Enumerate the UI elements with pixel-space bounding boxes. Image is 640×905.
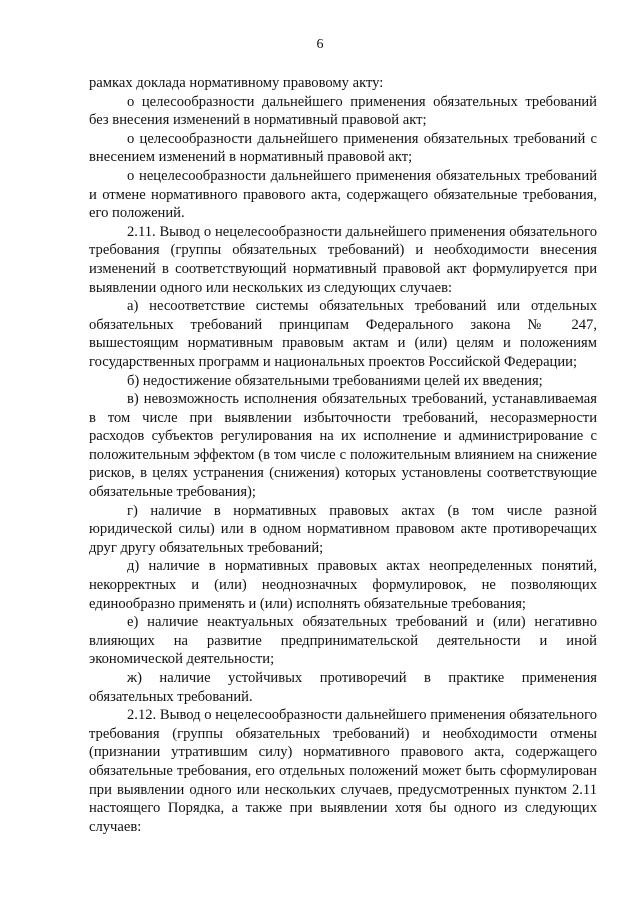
list-item-d: д) наличие в нормативных правовых актах неопределенных понятий, некорректных и (или) неоднозначных формулировок, не позволяющих единообразно применять и (или) исполнять обязательные требования; bbox=[89, 558, 597, 612]
document-body bbox=[89, 74, 597, 836]
paragraph-option-with-changes: о целесообразности дальнейшего применения обязательных требований с внесением изменений в нормативный правовой акт; bbox=[89, 130, 597, 166]
paragraph-2-11: 2.11. Вывод о нецелесообразности дальнейшего применения обязательного требования (группы обязательных требований) и необходимости внесения изменений в соответствующий нормативный правовой акт формулируется при выявлении одного или нескольких из следующих случаев: bbox=[89, 223, 597, 296]
list-item-a: а) несоответствие системы обязательных требований или отдельных обязательных требований принципам Федерального закона № 247, вышестоящим нормативным правовым актам и (или) целям и положениям государственных программ и национальных проектов Российской Федерации; bbox=[89, 298, 597, 370]
list-item-b: б) недостижение обязательными требованиями целей их введения; bbox=[127, 372, 543, 389]
list-item-g: г) наличие в нормативных правовых актах (в том числе разной юридической силы) или в одном нормативном правовом акте противоречащих друг другу обязательных требований; bbox=[89, 502, 597, 556]
list-item-v: в) невозможность исполнения обязательных требований, устанавливаемая в том числе при выявлении избыточности требований, несоразмерности расходов субъектов регулирования на их исполнение и администрирование с положительным эффектом (в том числе с положительным влиянием на снижение рисков, в целях устранения (снижения) которых установлены соответствующие обязательные требования); bbox=[89, 391, 597, 501]
paragraph-continuation: рамках доклада нормативному правовому акту: bbox=[89, 75, 384, 91]
paragraph-option-repeal: о нецелесообразности дальнейшего применения обязательных требований и отмене нормативного правового акта, содержащего обязательные требования, его положений. bbox=[89, 167, 597, 222]
paragraph-2-12: 2.12. Вывод о нецелесообразности дальнейшего применения обязательного требования (группы обязательных требований) и необходимости отмены (признании утратившим силу) нормативного правового акта, содержащего обязательные требования, его отдельных положений может быть сформулирован при выявлении одного или нескольких случаев, предусмотренных пунктом 2.11 настоящего Порядка, а также при выявлении хотя бы одного из следующих случаев: bbox=[89, 707, 597, 835]
list-item-zh: ж) наличие устойчивых противоречий в практике применения обязательных требований. bbox=[89, 670, 597, 705]
paragraph-option-no-changes: о целесообразности дальнейшего применения обязательных требований без внесения изменений в нормативный правовой акт; bbox=[89, 93, 597, 129]
list-item-e: е) наличие неактуальных обязательных требований и (или) негативно влияющих на развитие предпринимательской деятельности и иной экономической деятельности; bbox=[89, 614, 597, 668]
page-number: 6 bbox=[316, 37, 324, 52]
